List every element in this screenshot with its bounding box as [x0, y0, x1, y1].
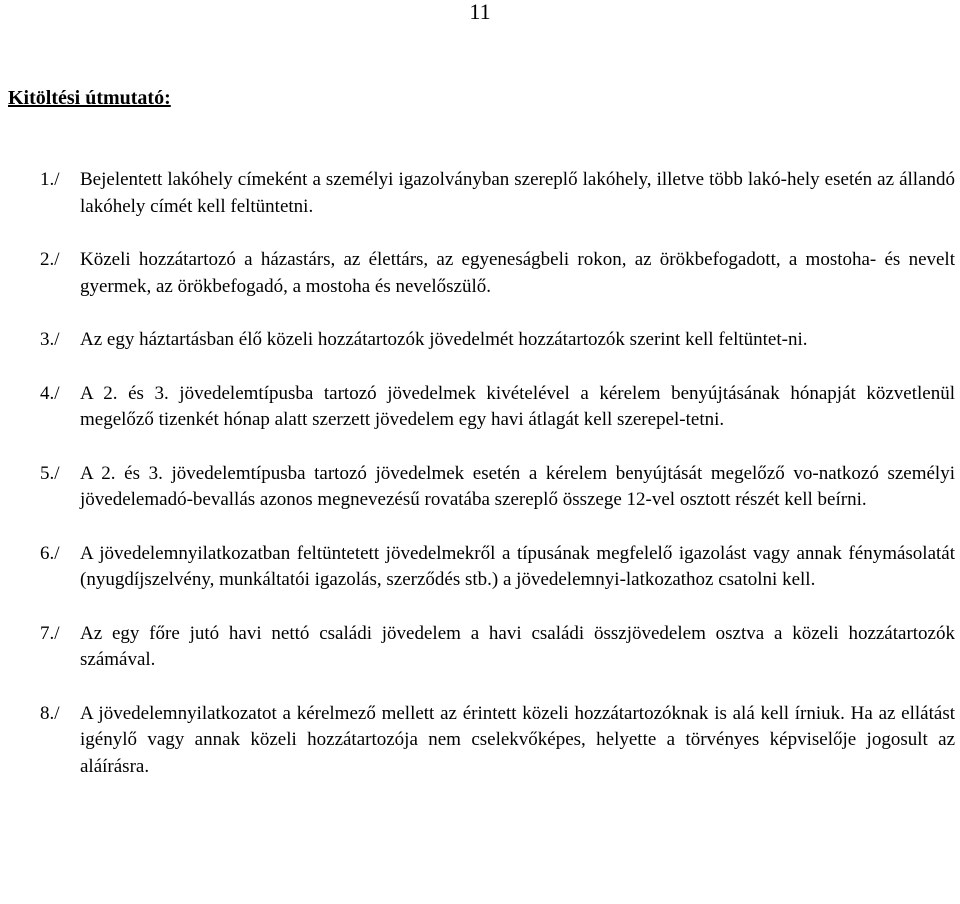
list-item [40, 701, 955, 781]
item-number: 3./ [40, 329, 60, 350]
list-item [40, 541, 955, 594]
item-text: Az egy háztartásban élő közeli hozzátartozók jövedelmét hozzátartozók szerint kell feltüntet-ni. [80, 329, 808, 350]
list-item [40, 461, 955, 514]
page-title: Kitöltési útmutató: [8, 87, 171, 109]
item-number: 6./ [40, 542, 60, 564]
item-number: 7./ [40, 622, 60, 644]
item-text: Az egy főre jutó havi nettó családi jövedelem a havi családi összjövedelem osztva a közeli hozzátartozók számával. [80, 622, 955, 670]
item-number: 2./ [40, 249, 60, 270]
item-text: A 2. és 3. jövedelemtípusba tartozó jövedelmek esetén a kérelem benyújtását megelőző vo-natkozó személyi jövedelemadó-bevallás azonos megnevezésű rovatába szereplő összege 12-vel osztott részét kell beírni. [80, 462, 955, 510]
list-item [40, 327, 955, 354]
list-item [40, 247, 955, 300]
item-number: 4./ [40, 382, 60, 404]
page-number: 11 [469, 0, 491, 24]
item-number: 1./ [40, 169, 60, 190]
list-item [40, 167, 955, 220]
item-text: A jövedelemnyilatkozatot a kérelmező mellett az érintett közeli hozzátartozóknak is alá kell írniuk. Ha az ellátást igénylő vagy annak közeli hozzátartozója nem cselekvőképes, helyette a törvényes képviselője jogosult az aláírásra. [80, 702, 955, 777]
list-item [40, 621, 955, 674]
item-number: 5./ [40, 462, 60, 484]
list-item [40, 381, 955, 434]
item-number: 8./ [40, 702, 60, 724]
item-text: Bejelentett lakóhely címeként a személyi igazolványban szereplő lakóhely, illetve több lakó-hely esetén az állandó lakóhely címét kell feltüntetni. [80, 169, 955, 217]
item-text: Közeli hozzátartozó a házastárs, az élettárs, az egyeneságbeli rokon, az örökbefogadott, a mostoha- és nevelt gyermek, az örökbefogadó, a mostoha és nevelőszülő. [80, 249, 955, 297]
item-text: A jövedelemnyilatkozatban feltüntetett jövedelmekről a típusának megfelelő igazolást vagy annak fénymásolatát (nyugdíjszelvény, munkáltatói igazolás, szerződés stb.) a jövedelemnyi-latkozathoz csatolni kell. [80, 542, 955, 590]
item-text: A 2. és 3. jövedelemtípusba tartozó jövedelmek kivételével a kérelem benyújtásának hónapját közvetlenül megelőző tizenkét hónap alatt szerzett jövedelem egy havi átlagát kell szerepel-tetni. [80, 382, 955, 430]
instructions-list [40, 167, 955, 807]
